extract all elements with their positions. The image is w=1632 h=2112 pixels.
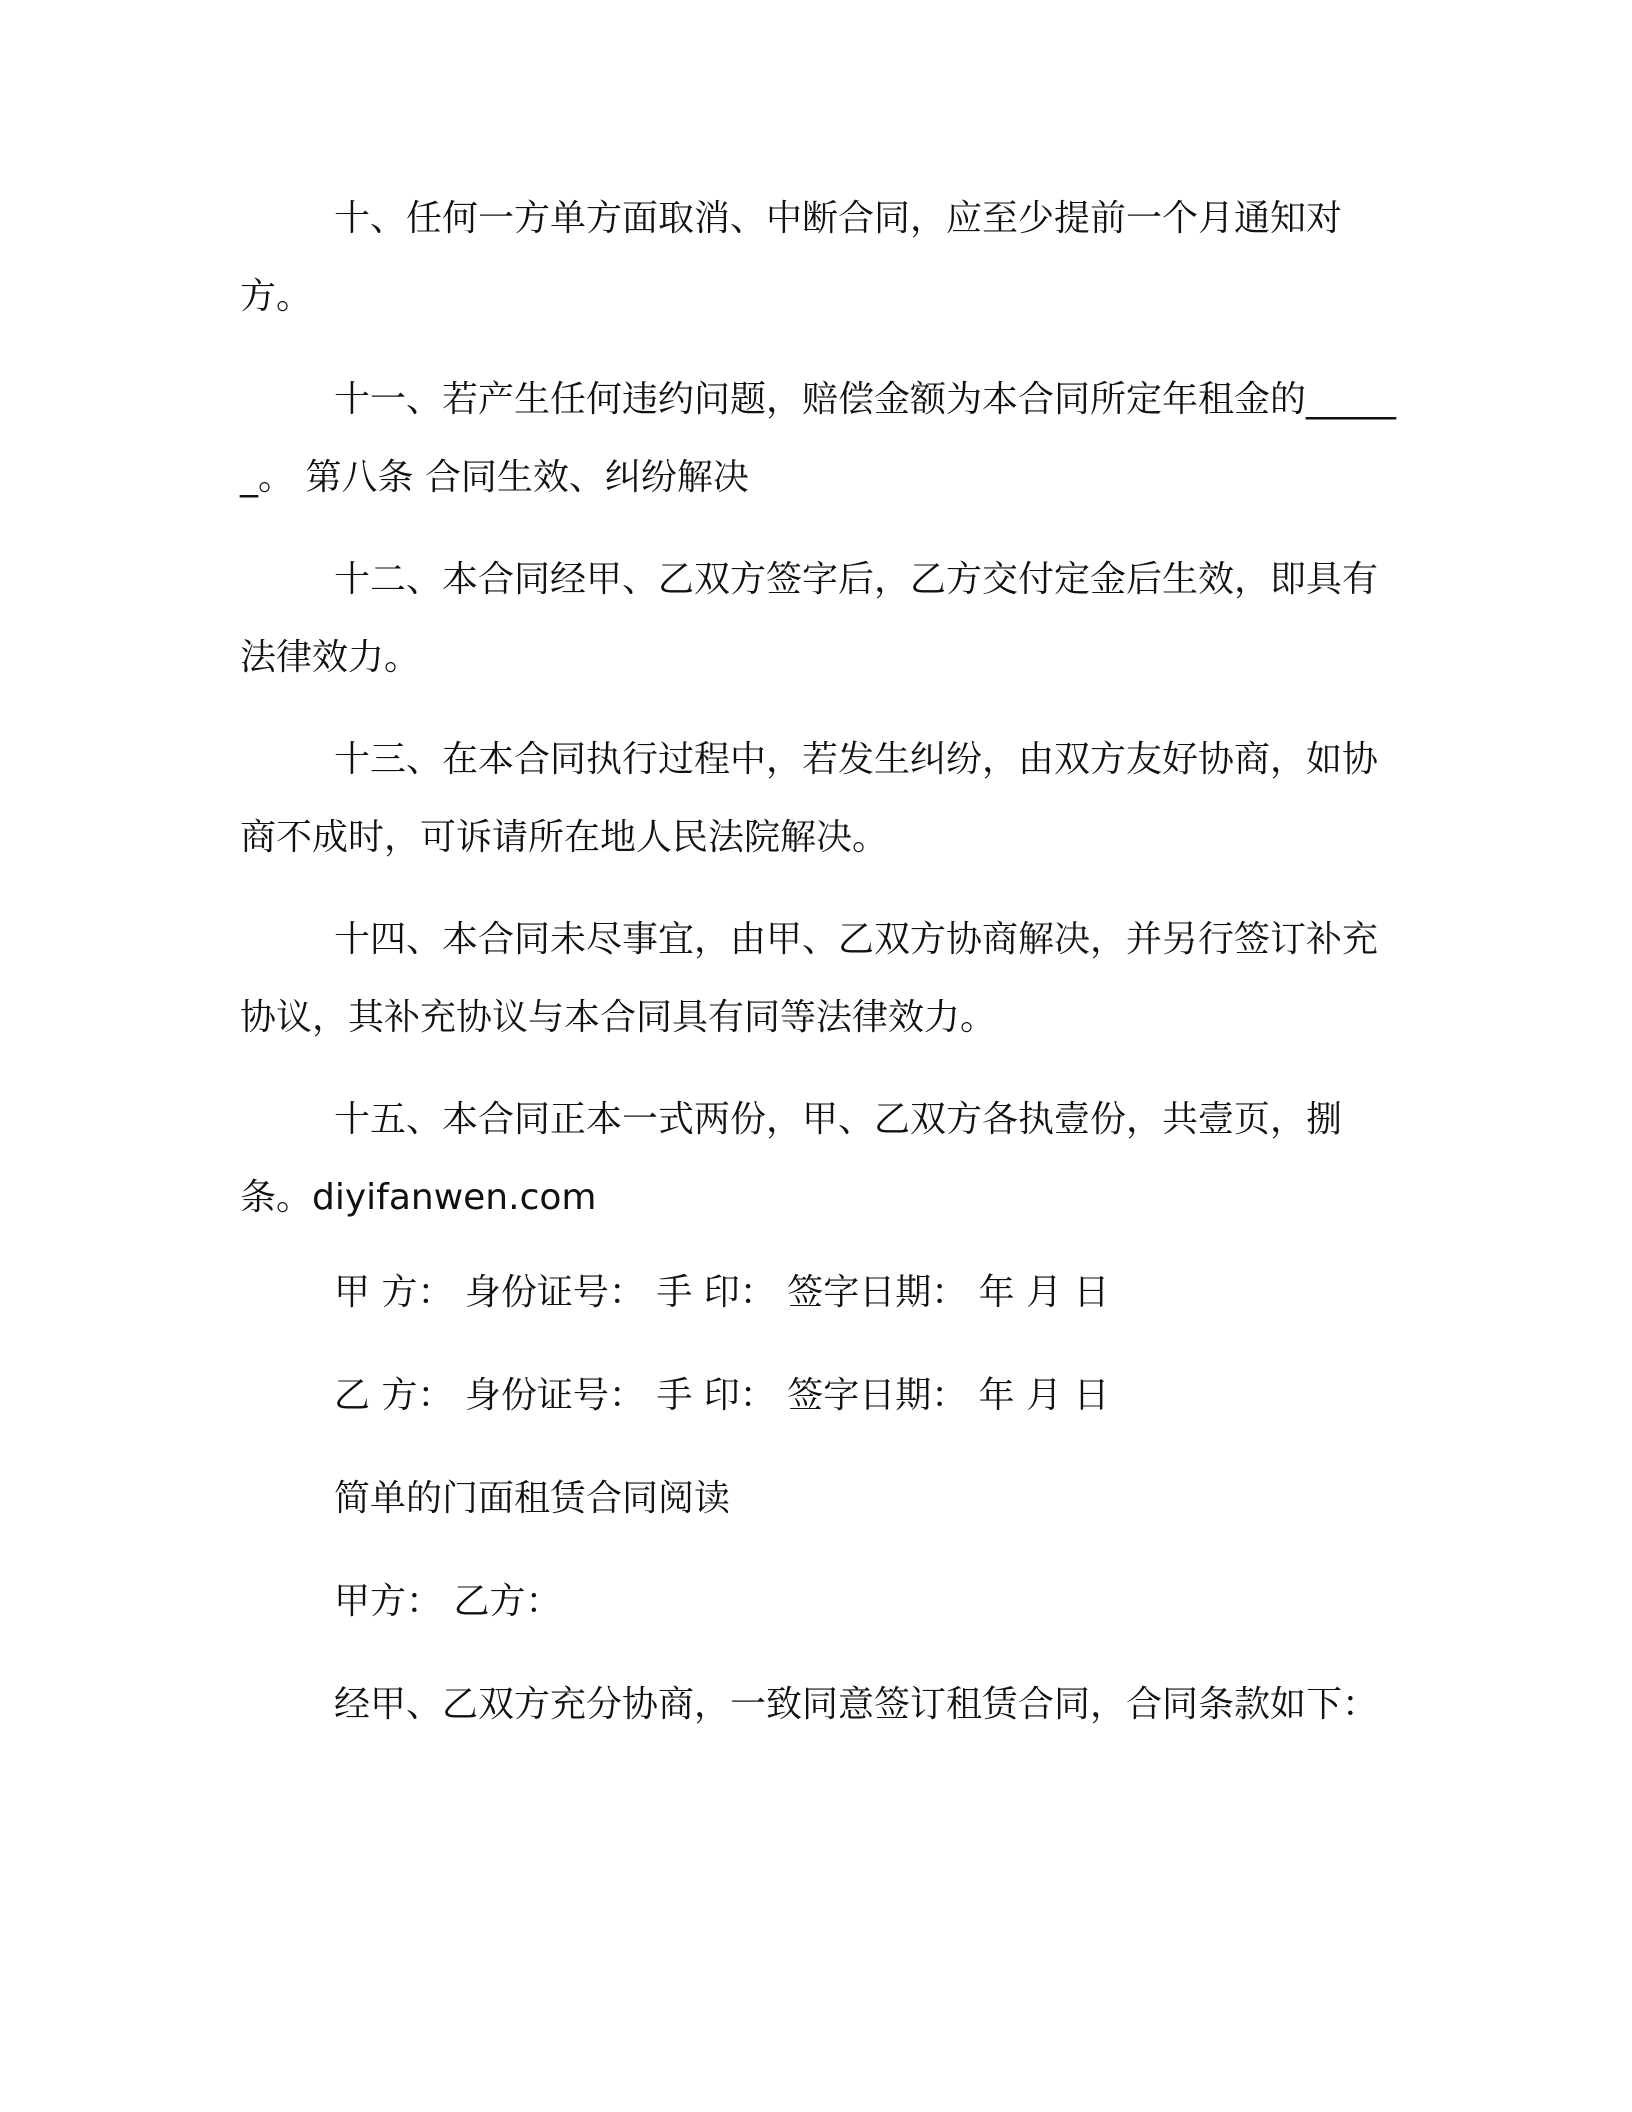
clause-14: 十四、本合同未尽事宜，由甲、乙双方协商解决，并另行签订补充协议，其补充协议与本合同具有同等法律效力。	[240, 919, 1379, 1038]
clause-13: 十三、在本合同执行过程中，若发生纠纷，由双方友好协商，如协商不成时，可诉请所在地人民法院解决。	[240, 739, 1379, 858]
signature-line-party-a: 甲 方： 身份证号： 手 印： 签字日期： 年 月 日	[334, 1272, 1110, 1313]
signature-line-party-b: 乙 方： 身份证号： 手 印： 签字日期： 年 月 日	[334, 1375, 1110, 1416]
clause-11: 十一、若产生任何违约问题，赔偿金额为本合同所定年租金的______。 第八条 合同生效、纠纷解决	[240, 379, 1397, 498]
clause-12: 十二、本合同经甲、乙双方签字后，乙方交付定金后生效，即具有法律效力。	[240, 559, 1379, 678]
parties-line: 甲方： 乙方：	[334, 1581, 562, 1622]
clause-10: 十、任何一方单方面取消、中断合同，应至少提前一个月通知对方。	[240, 198, 1343, 317]
intro-line: 经甲、乙双方充分协商，一致同意签订租赁合同，合同条款如下：	[334, 1684, 1379, 1725]
section-title: 简单的门面租赁合同阅读	[334, 1478, 731, 1519]
clause-15: 十五、本合同正本一式两份，甲、乙双方各执壹份，共壹页，捌条。diyifanwen.com	[240, 1099, 1343, 1218]
